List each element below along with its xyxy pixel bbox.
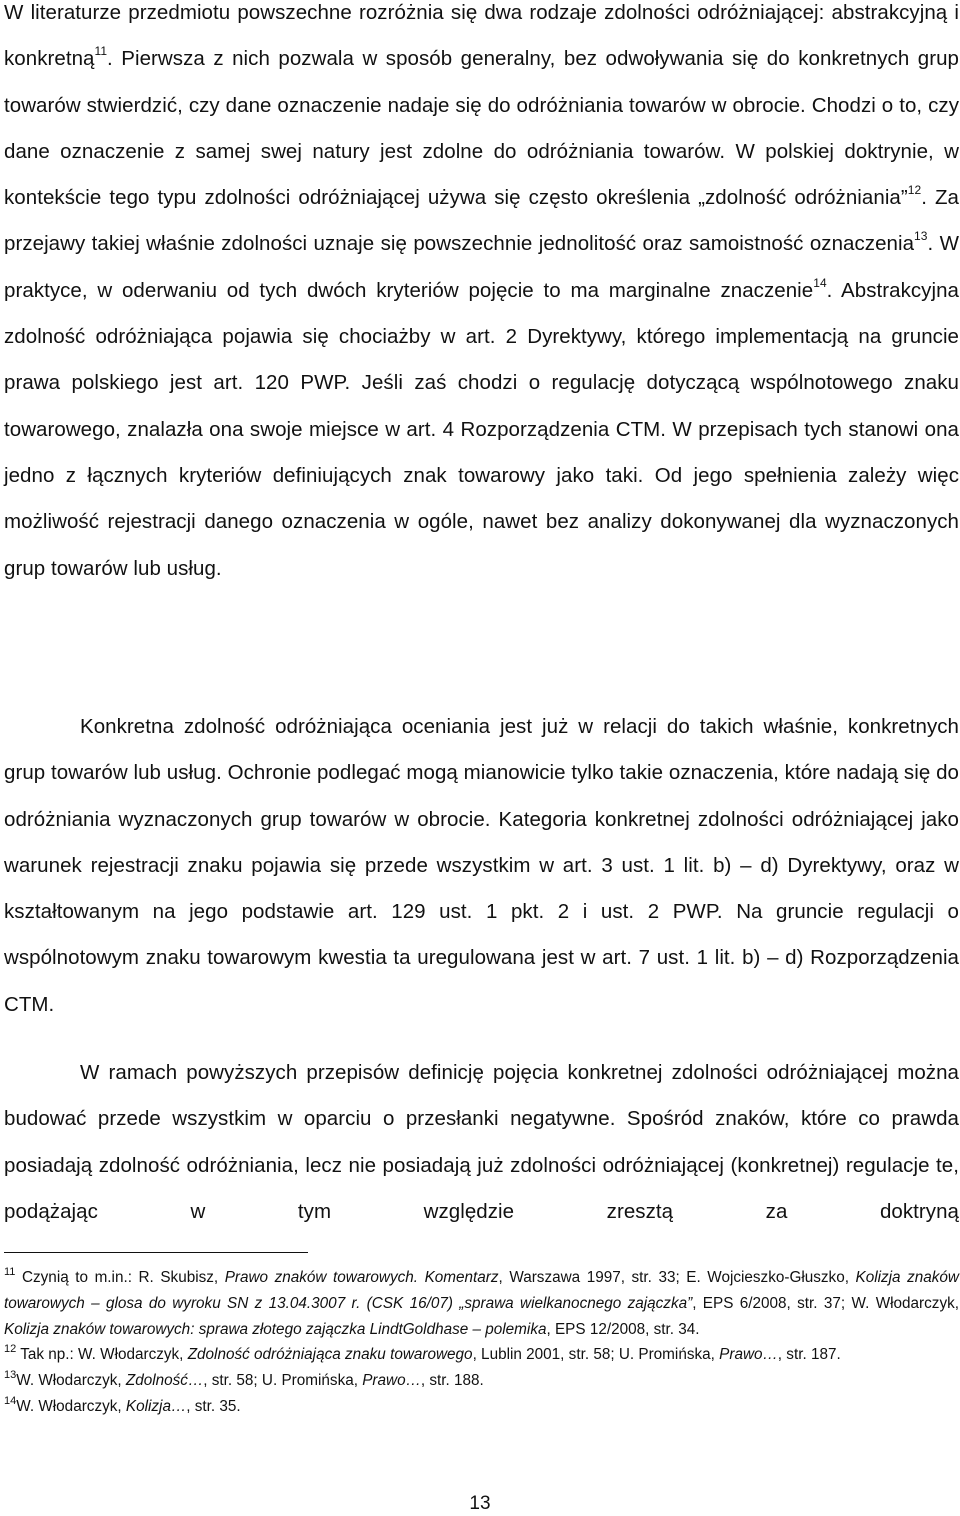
footnote-reference: 14 (813, 275, 827, 290)
text-run: , str. 187. (777, 1346, 841, 1364)
text-run: . Pierwsza z nich pozwala w sposób generalny, bez odwoływania się do konkretnych grup towarów stwierdzić, czy dane oznaczenie nadaje się do odróżniania towarów w obrocie. Chodzi o to, czy dane oznaczenie z samej swej natury jest zdolne do odróżniania towarów. W polskiej doktrynie, w kontekście tego typu zdolności odróżniającej używa się często określenia „zdolność odróżniania” (4, 47, 959, 210)
text-run: , EPS 12/2008, str. 34. (546, 1320, 700, 1338)
footnote-reference: 12 (907, 183, 922, 198)
italic-text: Kolizja znaków towarowych – glosa do wyroku SN z 13.04.3007 r. (CSK 16/07) „sprawa wielkanocnego zajączka” (4, 1269, 959, 1312)
paragraph-concrete-distinctiveness (4, 704, 959, 1028)
text-run: W. Włodarczyk, (16, 1397, 126, 1415)
text-run: Tak np.: W. Włodarczyk, (16, 1346, 188, 1364)
footnotes (4, 1265, 959, 1420)
footnote-14 (4, 1394, 959, 1420)
footnote-12 (4, 1342, 959, 1368)
footnote-reference: 13 (914, 229, 928, 244)
italic-text: Kolizja… (125, 1397, 187, 1415)
text-run: , Warszawa 1997, str. 33; E. Wojcieszko-Głuszko, (498, 1269, 856, 1286)
footnote-reference: 11 (94, 44, 108, 59)
text-run: , EPS 6/2008, str. 37; W. Włodarczyk, (692, 1294, 959, 1312)
footnote-separator (4, 1252, 308, 1253)
paragraph-abstract-distinctiveness (4, 0, 959, 592)
italic-text: Zdolność odróżniająca znaku towarowego (187, 1346, 473, 1364)
page-number: 13 (469, 1493, 491, 1514)
text-run: , str. 188. (420, 1372, 484, 1390)
text-run: W literaturze przedmiotu powszechne rozróżnia się dwa rodzaje zdolności odróżniającej: abstrakcyjną i konkretną (4, 1, 959, 71)
italic-text: Prawo znaków towarowych. Komentarz (224, 1269, 499, 1286)
text-run: , Lublin 2001, str. 58; U. Promińska, (472, 1346, 720, 1364)
footnote-reference: 12 (4, 1343, 17, 1356)
text-run: , str. 58; U. Promińska, (203, 1372, 363, 1390)
text-run: W ramach powyższych przepisów definicję pojęcia konkretnej zdolności odróżniającej można budować przede wszystkim w oparciu o przesłanki negatywne. Spośród znaków, które co prawda posiadają zdolność odróżniania, lecz nie posiadają już zdolności odróżniającej (konkretnej) regulacje te, podążając w tym względzie zresztą za doktryną (4, 1061, 959, 1223)
footnote-11 (4, 1265, 959, 1342)
text-run: W. Włodarczyk, (16, 1372, 126, 1390)
paragraph-negative-premises (4, 1050, 959, 1235)
text-run: , str. 35. (186, 1397, 241, 1415)
text-run: Czynią to m.in.: R. Skubisz, (15, 1269, 225, 1286)
footnote-13 (4, 1368, 959, 1394)
italic-text: Prawo… (719, 1346, 778, 1364)
italic-text: Prawo… (362, 1372, 421, 1390)
text-run: . Abstrakcyjna zdolność odróżniająca pojawia się chociażby w art. 2 Dyrektywy, którego implementacją na gruncie prawa polskiego jest art. 120 PWP. Jeśli zaś chodzi o regulację dotyczącą wspólnotowego znaku towarowego, znalazła ona swoje miejsce w art. 4 Rozporządzenia CTM. W przepisach tych stanowi ona jedno z łącznych kryteriów definiujących znak towarowy jako taki. Od jego spełnienia zależy więc możliwość rejestracji danego oznaczenia w ogóle, nawet bez analizy dokonywanej dla wyznaczonych grup towarów lub usług. (4, 278, 959, 580)
footnote-reference: 11 (4, 1266, 16, 1278)
text-run: Konkretna zdolność odróżniająca oceniania jest już w relacji do takich właśnie, konkretnych grup towarów lub usług. Ochronie podlegać mogą mianowicie tylko takie oznaczenia, które nadają się do odróżniania wyznaczonych grup towarów w obrocie. Kategoria konkretnej zdolności odróżniającej jako warunek rejestracji znaku pojawia się przede wszystkim w art. 3 ust. 1 lit. b) – d) Dyrektywy, oraz w kształtowanym na jego podstawie art. 129 ust. 1 pkt. 2 i ust. 2 PWP. Na gruncie regulacji o wspólnotowym znaku towarowym kwestia ta uregulowana jest w art. 7 ust. 1 lit. b) – d) Rozporządzenia CTM. (4, 715, 959, 1016)
italic-text: Zdolność… (125, 1372, 204, 1390)
footnote-reference: 13 (4, 1369, 17, 1382)
text-run: . Za przejawy takiej właśnie zdolności uznaje się powszechnie jednolitość oraz samoistność oznaczenia (4, 186, 960, 256)
footnote-reference: 14 (4, 1394, 17, 1407)
italic-text: Kolizja znaków towarowych: sprawa złotego zajączka LindtGoldhase – polemika (4, 1320, 547, 1338)
text-run: . W praktyce, w oderwaniu od tych dwóch kryteriów pojęcie to ma marginalne znaczenie (4, 232, 959, 302)
